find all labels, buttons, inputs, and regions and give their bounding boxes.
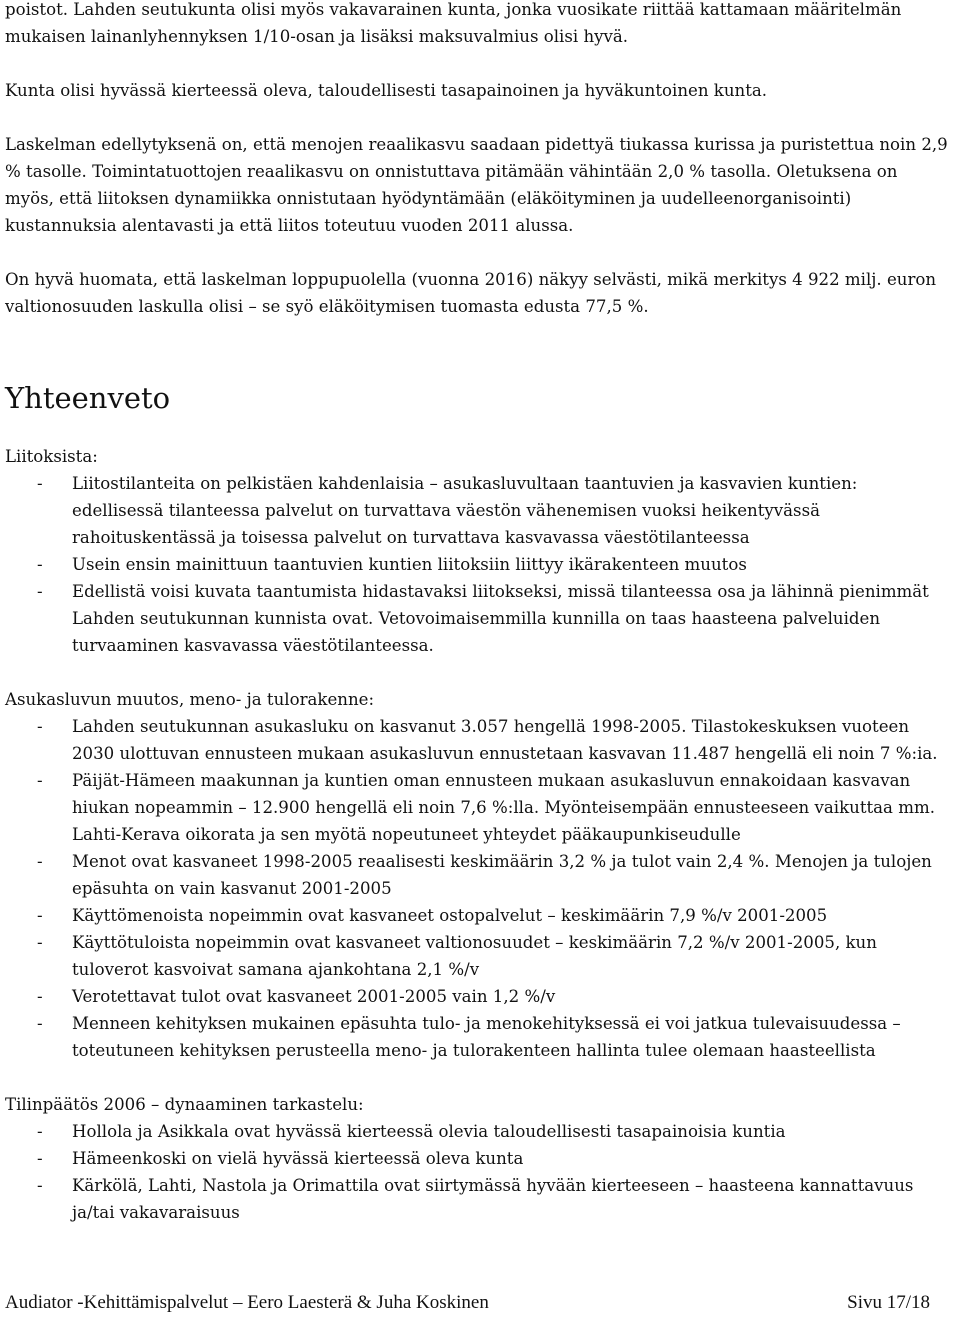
list-item: - Käyttötuloista nopeimmin ovat kasvaneet valtionosuudet – keskimäärin 7,2 %/v 2001-2005, kun tuloverot kasvoivat samana ajankohtana 2,1 %/v <box>5 929 948 983</box>
dash-marker: - <box>37 582 43 601</box>
list-item: - Menneen kehityksen mukainen epäsuhta tulo- ja menokehityksessä ei voi jatkua tulevaisuudessa – toteutuneen kehityksen perusteella meno- ja tulorakenteen hallinta tulee olemaan haasteellista <box>5 1010 948 1064</box>
page-footer <box>5 1290 930 1316</box>
dash-marker: - <box>37 906 43 925</box>
paragraph-intro-3: Laskelman edellytyksenä on, että menojen reaalikasvu saadaan pidettyä tiukassa kurissa ja puristettua noin 2,9 % tasolle. Toimintatuottojen reaalikasvu on onnistuttava pitämään vähintään 2,0 % tasolla. Oletuksena on myös, että liitoksen dynamiikka onnistutaan hyödyntämään (eläköityminen ja uudelleenorganisointi) kustannuksia alentavasti ja että liitos toteutuu vuoden 2011 alussa. <box>5 135 948 235</box>
dash-marker: - <box>37 852 43 871</box>
list-item: - Usein ensin mainittuun taantuvien kuntien liitoksiin liittyy ikärakenteen muutos <box>5 551 948 578</box>
footer-authors: Audiator -Kehittämispalvelut – Eero Laesterä & Juha Koskinen <box>5 1292 489 1313</box>
list-item: - Kärkölä, Lahti, Nastola ja Orimattila ovat siirtymässä hyvään kierteeseen – haasteena kannattavuus ja/tai vakavaraisuus <box>5 1172 948 1226</box>
bullet-list-tilinpaatos <box>5 1118 948 1226</box>
list-item: - Lahden seutukunnan asukasluku on kasvanut 3.057 hengellä 1998-2005. Tilastokeskuksen vuoteen 2030 ulottuvan ennusteen mukaan asukasluvun ennustetaan kasvavan 11.487 hengellä eli noin 7 %:ia. <box>5 713 948 767</box>
dash-marker: - <box>37 1149 43 1168</box>
list-item: - Edellistä voisi kuvata taantumista hidastavaksi liitokseksi, missä tilanteessa osa ja lähinnä pienimmät Lahden seutukunnan kunnista ovat. Vetovoimaisemmilla kunnilla on taas haasteena palveluiden turvaaminen kasvavassa väestötilanteessa. <box>5 578 948 659</box>
list-item: - Hämeenkoski on vielä hyvässä kierteessä oleva kunta <box>5 1145 948 1172</box>
list-item: - Käyttömenoista nopeimmin ovat kasvaneet ostopalvelut – keskimäärin 7,9 %/v 2001-2005 <box>5 902 948 929</box>
list-item: - Päijät-Hämeen maakunnan ja kuntien oman ennusteen mukaan asukasluvun ennakoidaan kasvavan hiukan nopeammin – 12.900 hengellä eli noin 7,6 %:lla. Myönteisempään ennusteeseen vaikuttaa mm. Lahti-Kerava oikorata ja sen myötä nopeutuneet yhteydet pääkaupunkiseudulle <box>5 767 948 848</box>
dash-marker: - <box>37 1176 43 1195</box>
section-label-asukasluku: Asukasluvun muutos, meno- ja tulorakenne: <box>5 690 375 709</box>
dash-marker: - <box>37 717 43 736</box>
dash-marker: - <box>37 1122 43 1141</box>
section-label-tilinpaatos: Tilinpäätös 2006 – dynaaminen tarkastelu: <box>5 1095 364 1114</box>
list-item: - Verotettavat tulot ovat kasvaneet 2001-2005 vain 1,2 %/v <box>5 983 948 1010</box>
section-heading: Yhteenveto <box>5 381 171 415</box>
bullet-list-asukasluku <box>5 713 948 1064</box>
paragraph-intro-4: On hyvä huomata, että laskelman loppupuolella (vuonna 2016) näkyy selvästi, mikä merkitys 4 922 milj. euron valtionosuuden laskulla olisi – se syö eläköitymisen tuomasta edusta 77,5 %. <box>5 270 937 316</box>
dash-marker: - <box>37 555 43 574</box>
dash-marker: - <box>37 933 43 952</box>
dash-marker: - <box>37 474 43 493</box>
list-item: - Hollola ja Asikkala ovat hyvässä kierteessä olevia taloudellisesti tasapainoisia kuntia <box>5 1118 948 1145</box>
list-item: - Menot ovat kasvaneet 1998-2005 reaalisesti keskimäärin 3,2 % ja tulot vain 2,4 %. Menojen ja tulojen epäsuhta on vain kasvanut 2001-2005 <box>5 848 948 902</box>
dash-marker: - <box>37 987 43 1006</box>
dash-marker: - <box>37 771 43 790</box>
bullet-list-liitoksista <box>5 470 948 659</box>
paragraph-intro-1: poistot. Lahden seutukunta olisi myös vakavarainen kunta, jonka vuosikate riittää kattamaan määritelmän mukaisen lainanlyhennyksen 1/10-osan ja lisäksi maksuvalmius olisi hyvä. <box>5 0 902 46</box>
page-number: Sivu 17/18 <box>847 1292 930 1313</box>
paragraph-intro-2: Kunta olisi hyvässä kierteessä oleva, taloudellisesti tasapainoinen ja hyväkuntoinen kunta. <box>5 81 768 100</box>
document-page <box>5 0 948 1253</box>
section-label-liitoksista: Liitoksista: <box>5 447 98 466</box>
dash-marker: - <box>37 1014 43 1033</box>
list-item: - Liitostilanteita on pelkistäen kahdenlaisia – asukasluvultaan taantuvien ja kasvavien kuntien: edellisessä tilanteessa palvelut on turvattava väestön vähenemisen vuoksi heikentyvässä rahoituskentässä ja toisessa palvelut on turvattava kasvavassa väestötilanteessa <box>5 470 948 551</box>
